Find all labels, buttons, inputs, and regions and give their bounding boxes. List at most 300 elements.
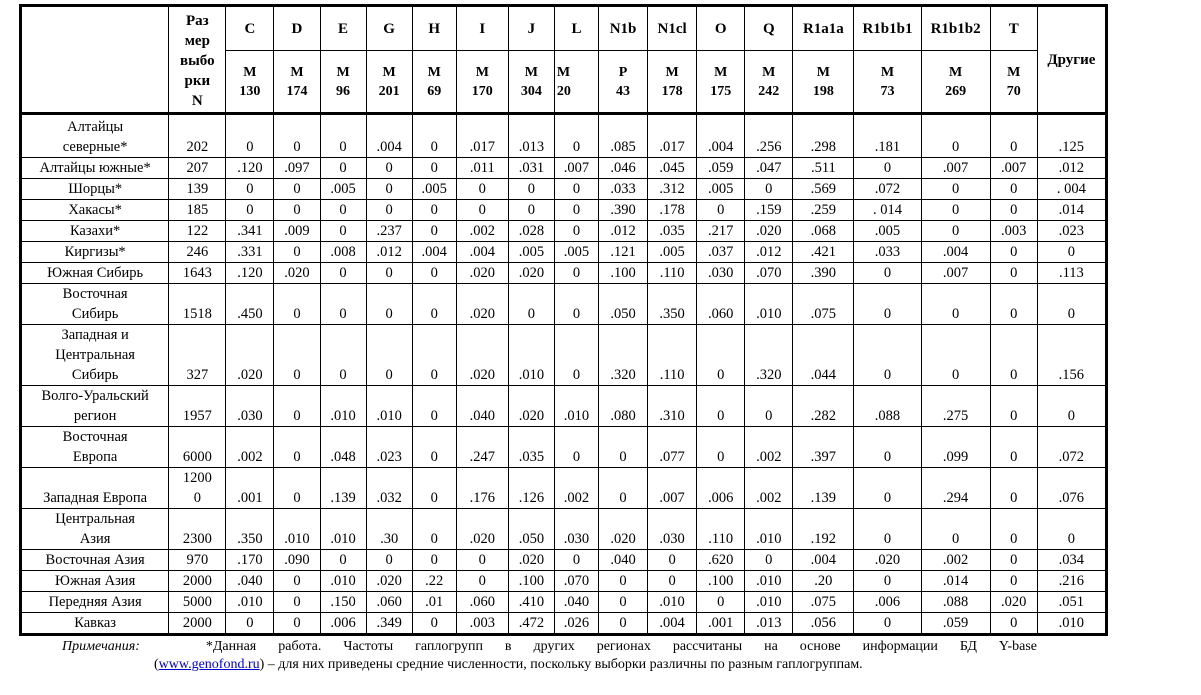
frequency-cell: 0 [1037,242,1106,263]
frequency-cell: .010 [648,592,697,613]
frequency-cell: 0 [412,158,456,179]
frequency-cell: .030 [554,509,598,550]
frequency-cell: .050 [508,509,554,550]
frequency-cell: 0 [320,550,366,571]
frequency-cell: .020 [226,325,274,386]
haplogroup-frequency-table [19,4,1108,636]
frequency-cell: .010 [274,509,320,550]
frequency-cell: .040 [456,386,508,427]
table-row [21,325,1107,386]
notes-line-1 [62,638,1037,656]
region-name-line: Алтайцы [67,119,124,135]
region-name-line: Кавказ [74,615,117,631]
frequency-cell: .004 [697,114,745,158]
frequency-cell: .004 [456,242,508,263]
frequency-cell: 0 [854,263,921,284]
frequency-cell: .028 [508,221,554,242]
frequency-cell: .012 [366,242,412,263]
region-cell [21,613,169,635]
frequency-cell: .014 [1037,200,1106,221]
frequency-cell: .012 [599,221,648,242]
region-cell [21,158,169,179]
marker-sample-size-part: 198 [812,83,834,99]
frequency-cell: 0 [226,200,274,221]
frequency-cell: 0 [648,571,697,592]
frequency-cell: .010 [320,386,366,427]
region-name-line: Хакасы* [68,202,122,218]
frequency-cell: .320 [599,325,648,386]
frequency-cell: .170 [226,550,274,571]
sample-size-value: 139 [186,181,209,197]
frequency-cell: .076 [1037,468,1106,509]
frequency-cell: 0 [921,221,990,242]
marker-sample-size-part: M [556,64,571,80]
frequency-cell: 0 [599,427,648,468]
frequency-cell: . 004 [1037,179,1106,200]
frequency-cell: .040 [554,592,598,613]
region-name-line: Казахи* [69,223,121,239]
sample-size-header-line: рки [184,72,211,89]
sample-size-value: 2000 [182,615,212,631]
frequency-cell: 0 [990,284,1037,325]
marker-sample-size-part: M [382,64,396,80]
marker-sample-size [697,51,745,114]
table-row [21,550,1107,571]
frequency-cell: 0 [990,386,1037,427]
frequency-cell: 0 [412,114,456,158]
marker-sample-size [412,51,456,114]
frequency-cell: .410 [508,592,554,613]
frequency-cell: .341 [226,221,274,242]
frequency-cell: .040 [226,571,274,592]
region-name-line: Восточная [62,286,128,302]
frequency-cell: 0 [697,592,745,613]
marker-sample-size-part: 43 [616,83,631,99]
frequency-cell: .139 [793,468,854,509]
marker-sample-size-part: 20 [556,83,571,99]
frequency-cell: .020 [854,550,921,571]
frequency-cell: .013 [745,613,793,635]
notes-text-1: *Данная работа. Частоты гаплогрупп в других регионах рассчитаны на основе информации БД Y-base [205,639,1038,654]
sample-size-cell [169,386,226,427]
marker-sample-size [226,51,274,114]
frequency-cell: 0 [274,200,320,221]
region-cell [21,468,169,509]
frequency-cell: .047 [745,158,793,179]
frequency-cell: 0 [554,114,598,158]
frequency-cell: 0 [854,158,921,179]
frequency-cell: 0 [990,427,1037,468]
marker-sample-size-part: 96 [336,83,351,99]
frequency-cell: 0 [921,284,990,325]
frequency-cell: .003 [990,221,1037,242]
haplogroup-header: H [412,6,456,51]
frequency-cell: 0 [697,200,745,221]
haplogroup-header: D [274,6,320,51]
frequency-cell: .010 [508,325,554,386]
sample-size-value: 122 [186,223,209,239]
marker-sample-size [793,51,854,114]
region-cell [21,200,169,221]
frequency-cell: 0 [456,179,508,200]
frequency-cell: .099 [921,427,990,468]
sample-size-value: 970 [186,552,209,568]
frequency-cell: .010 [320,571,366,592]
frequency-cell: .256 [745,114,793,158]
frequency-cell: .002 [745,468,793,509]
frequency-cell: .072 [854,179,921,200]
frequency-cell: 0 [274,468,320,509]
sample-size-value: 6000 [182,449,212,465]
frequency-cell: .320 [745,325,793,386]
frequency-cell: .005 [320,179,366,200]
frequency-cell: 0 [599,592,648,613]
frequency-cell: .088 [854,386,921,427]
frequency-cell: .030 [226,386,274,427]
frequency-cell: .037 [697,242,745,263]
sample-size-cell [169,592,226,613]
frequency-cell: 0 [990,325,1037,386]
haplogroup-header: C [226,6,274,51]
frequency-cell: .237 [366,221,412,242]
frequency-cell: .023 [1037,221,1106,242]
frequency-cell: .30 [366,509,412,550]
frequency-cell: .020 [745,221,793,242]
haplogroup-header: L [554,6,598,51]
frequency-cell: .020 [508,550,554,571]
sample-size-cell [169,158,226,179]
frequency-cell: .009 [274,221,320,242]
frequency-cell: .020 [456,509,508,550]
frequency-cell: .008 [320,242,366,263]
frequency-cell: .002 [554,468,598,509]
table-row [21,200,1107,221]
frequency-cell: .072 [1037,427,1106,468]
marker-sample-size-part: M [948,64,963,80]
frequency-cell: .006 [320,613,366,635]
table-row [21,179,1107,200]
sample-size-value: 1200 [182,470,212,486]
frequency-cell: .259 [793,200,854,221]
frequency-cell: .010 [366,386,412,427]
frequency-cell: 0 [745,179,793,200]
frequency-cell: 0 [412,221,456,242]
frequency-cell: .113 [1037,263,1106,284]
frequency-cell: 0 [320,325,366,386]
frequency-cell: .045 [648,158,697,179]
frequency-cell: 0 [508,179,554,200]
frequency-cell: 0 [921,200,990,221]
frequency-cell: 0 [599,571,648,592]
frequency-cell: 0 [412,284,456,325]
frequency-cell: .017 [648,114,697,158]
frequency-cell: 0 [745,550,793,571]
region-name-line: Восточная [62,429,128,445]
frequency-cell: .450 [226,284,274,325]
sample-size-cell [169,325,226,386]
frequency-cell: .035 [508,427,554,468]
frequency-cell: .312 [648,179,697,200]
region-cell [21,325,169,386]
frequency-cell: .020 [456,284,508,325]
sample-size-value: 2000 [182,573,212,589]
haplogroup-header: I [456,6,508,51]
table-row [21,427,1107,468]
frequency-cell: .298 [793,114,854,158]
frequency-cell: .088 [921,592,990,613]
haplogroup-table-container [19,4,1108,636]
frequency-cell: 0 [554,550,598,571]
sample-size-cell [169,284,226,325]
marker-sample-size-part: M [475,64,489,80]
frequency-cell: .048 [320,427,366,468]
frequency-cell: .017 [456,114,508,158]
frequency-cell: .350 [226,509,274,550]
frequency-cell: 0 [854,613,921,635]
region-name-line: Киргизы* [64,244,126,260]
sample-size-value: 185 [186,202,209,218]
frequency-cell: 0 [554,284,598,325]
frequency-cell: .004 [921,242,990,263]
haplogroup-header: O [697,6,745,51]
haplogroup-header: R1a1a [793,6,854,51]
frequency-cell: 0 [274,284,320,325]
marker-sample-size [745,51,793,114]
frequency-cell: 0 [921,179,990,200]
region-name-line: Европа [72,449,118,465]
frequency-cell: 0 [1037,284,1106,325]
marker-sample-size-part: M [290,64,304,80]
region-name-line: Сибирь [71,367,119,383]
frequency-cell: .020 [508,386,554,427]
frequency-cell: 0 [554,427,598,468]
sample-size-value: 2300 [182,531,212,547]
frequency-cell: .331 [226,242,274,263]
frequency-cell: 0 [554,263,598,284]
frequency-cell: 0 [648,550,697,571]
frequency-cell: .068 [793,221,854,242]
marker-sample-size-part: M [714,64,728,80]
frequency-cell: 0 [412,427,456,468]
region-cell [21,427,169,468]
frequency-cell: 0 [412,263,456,284]
frequency-cell: 0 [320,284,366,325]
region-name-line: Центральная [55,511,135,527]
frequency-cell: 0 [366,200,412,221]
frequency-cell: 0 [990,613,1037,635]
sample-size-cell [169,221,226,242]
frequency-cell: 0 [921,114,990,158]
frequency-cell: 0 [990,179,1037,200]
frequency-cell: .001 [226,468,274,509]
frequency-cell: 0 [854,571,921,592]
frequency-cell: 0 [990,263,1037,284]
sample-size-header-line: Раз [185,12,209,29]
frequency-cell: 0 [990,468,1037,509]
frequency-cell: .085 [599,114,648,158]
frequency-cell: 0 [554,200,598,221]
frequency-cell: .100 [697,571,745,592]
marker-sample-size [366,51,412,114]
region-name-line: Волго-Уральский [41,388,149,404]
region-cell [21,386,169,427]
frequency-cell: .110 [648,263,697,284]
header-blank-cell [21,6,169,114]
frequency-cell: .020 [599,509,648,550]
region-name-line: Западная и [61,327,129,343]
frequency-cell: 0 [274,179,320,200]
frequency-cell: .077 [648,427,697,468]
sample-size-cell [169,114,226,158]
marker-sample-size-part: 201 [378,83,400,99]
frequency-cell: 0 [456,571,508,592]
frequency-cell: 0 [554,179,598,200]
frequency-cell: .010 [745,592,793,613]
frequency-cell: 0 [854,427,921,468]
frequency-cell: .005 [648,242,697,263]
table-row [21,509,1107,550]
other-header: Другие [1037,6,1106,114]
frequency-cell: .121 [599,242,648,263]
frequency-cell: .070 [554,571,598,592]
region-name-line: Восточная Азия [45,552,145,568]
marker-sample-size-part: 170 [471,83,493,99]
frequency-cell: .120 [226,263,274,284]
frequency-cell: .059 [697,158,745,179]
frequency-cell: .010 [745,571,793,592]
frequency-cell: 0 [320,221,366,242]
marker-sample-size [921,51,990,114]
frequency-cell: 0 [990,571,1037,592]
marker-sample-size [990,51,1037,114]
frequency-cell: .006 [697,468,745,509]
notes-text-2: ) – для них приведены средние численности, поскольку выборки различны по разным гаплогруппам. [259,657,863,672]
frequency-cell: 0 [226,114,274,158]
frequency-cell: .020 [508,263,554,284]
marker-sample-size-part: 70 [1006,83,1021,99]
marker-sample-size [274,51,320,114]
marker-sample-size [320,51,366,114]
frequency-cell: .005 [697,179,745,200]
marker-sample-size-part: 269 [945,83,967,99]
frequency-cell: 0 [274,242,320,263]
frequency-cell: .012 [745,242,793,263]
frequency-cell: .010 [226,592,274,613]
frequency-cell: .217 [697,221,745,242]
frequency-cell: .075 [793,592,854,613]
frequency-cell: .178 [648,200,697,221]
frequency-cell: .056 [793,613,854,635]
frequency-cell: 0 [366,179,412,200]
frequency-cell: .020 [456,325,508,386]
marker-sample-size-part: P [618,64,628,80]
frequency-cell: .034 [1037,550,1106,571]
frequency-cell: .620 [697,550,745,571]
marker-sample-size-part: 73 [880,83,895,99]
notes-paren-open: ( [154,657,159,672]
region-cell [21,592,169,613]
frequency-cell: 0 [274,325,320,386]
frequency-cell: .139 [320,468,366,509]
frequency-cell: 0 [990,114,1037,158]
marker-sample-size [508,51,554,114]
marker-sample-size-part: 178 [661,83,683,99]
frequency-cell: 0 [274,427,320,468]
marker-sample-size [599,51,648,114]
marker-sample-size-part: 174 [286,83,308,99]
frequency-cell: 0 [990,509,1037,550]
frequency-cell: .005 [554,242,598,263]
frequency-cell: .003 [456,613,508,635]
frequency-cell: .005 [508,242,554,263]
haplogroup-header: R1b1b1 [854,6,921,51]
sample-size-cell [169,427,226,468]
frequency-cell: .569 [793,179,854,200]
frequency-cell: 0 [854,325,921,386]
frequency-cell: .011 [456,158,508,179]
frequency-cell: .110 [697,509,745,550]
frequency-cell: .030 [648,509,697,550]
sample-size-cell [169,509,226,550]
frequency-cell: 0 [990,200,1037,221]
table-row [21,386,1107,427]
table-row [21,158,1107,179]
frequency-cell: 0 [554,221,598,242]
frequency-cell: . 014 [854,200,921,221]
sample-size-cell [169,242,226,263]
sample-size-header-line: мер [184,32,210,49]
frequency-cell: .511 [793,158,854,179]
frequency-cell: .044 [793,325,854,386]
frequency-cell: 0 [456,550,508,571]
marker-sample-size-part: M [1007,64,1021,80]
marker-sample-size-part: 242 [758,83,780,99]
haplogroup-header: Q [745,6,793,51]
frequency-cell: 0 [366,284,412,325]
genofond-link[interactable]: www.genofond.ru [158,657,260,672]
frequency-cell: 0 [697,325,745,386]
frequency-cell: .014 [921,571,990,592]
sample-size-value: 1957 [182,408,212,424]
frequency-cell: 0 [320,114,366,158]
table-row [21,571,1107,592]
region-cell [21,263,169,284]
frequency-cell: .004 [366,114,412,158]
frequency-cell: 0 [366,550,412,571]
table-row [21,468,1107,509]
region-cell [21,509,169,550]
frequency-cell: .390 [599,200,648,221]
frequency-cell: 0 [412,200,456,221]
region-name-line: Южная Азия [55,573,136,589]
frequency-cell: 0 [320,200,366,221]
frequency-cell: 0 [554,325,598,386]
frequency-cell: .026 [554,613,598,635]
frequency-cell: .010 [745,284,793,325]
frequency-cell: .060 [366,592,412,613]
frequency-cell: 0 [412,613,456,635]
region-name-line: Сибирь [71,306,119,322]
frequency-cell: 0 [274,114,320,158]
frequency-cell: .126 [508,468,554,509]
region-name-line: Алтайцы южные* [39,160,151,176]
frequency-cell: .002 [745,427,793,468]
frequency-cell: .007 [990,158,1037,179]
frequency-cell: 0 [599,468,648,509]
region-name-line: Центральная [55,347,135,363]
sample-size-cell [169,263,226,284]
haplogroup-header: J [508,6,554,51]
